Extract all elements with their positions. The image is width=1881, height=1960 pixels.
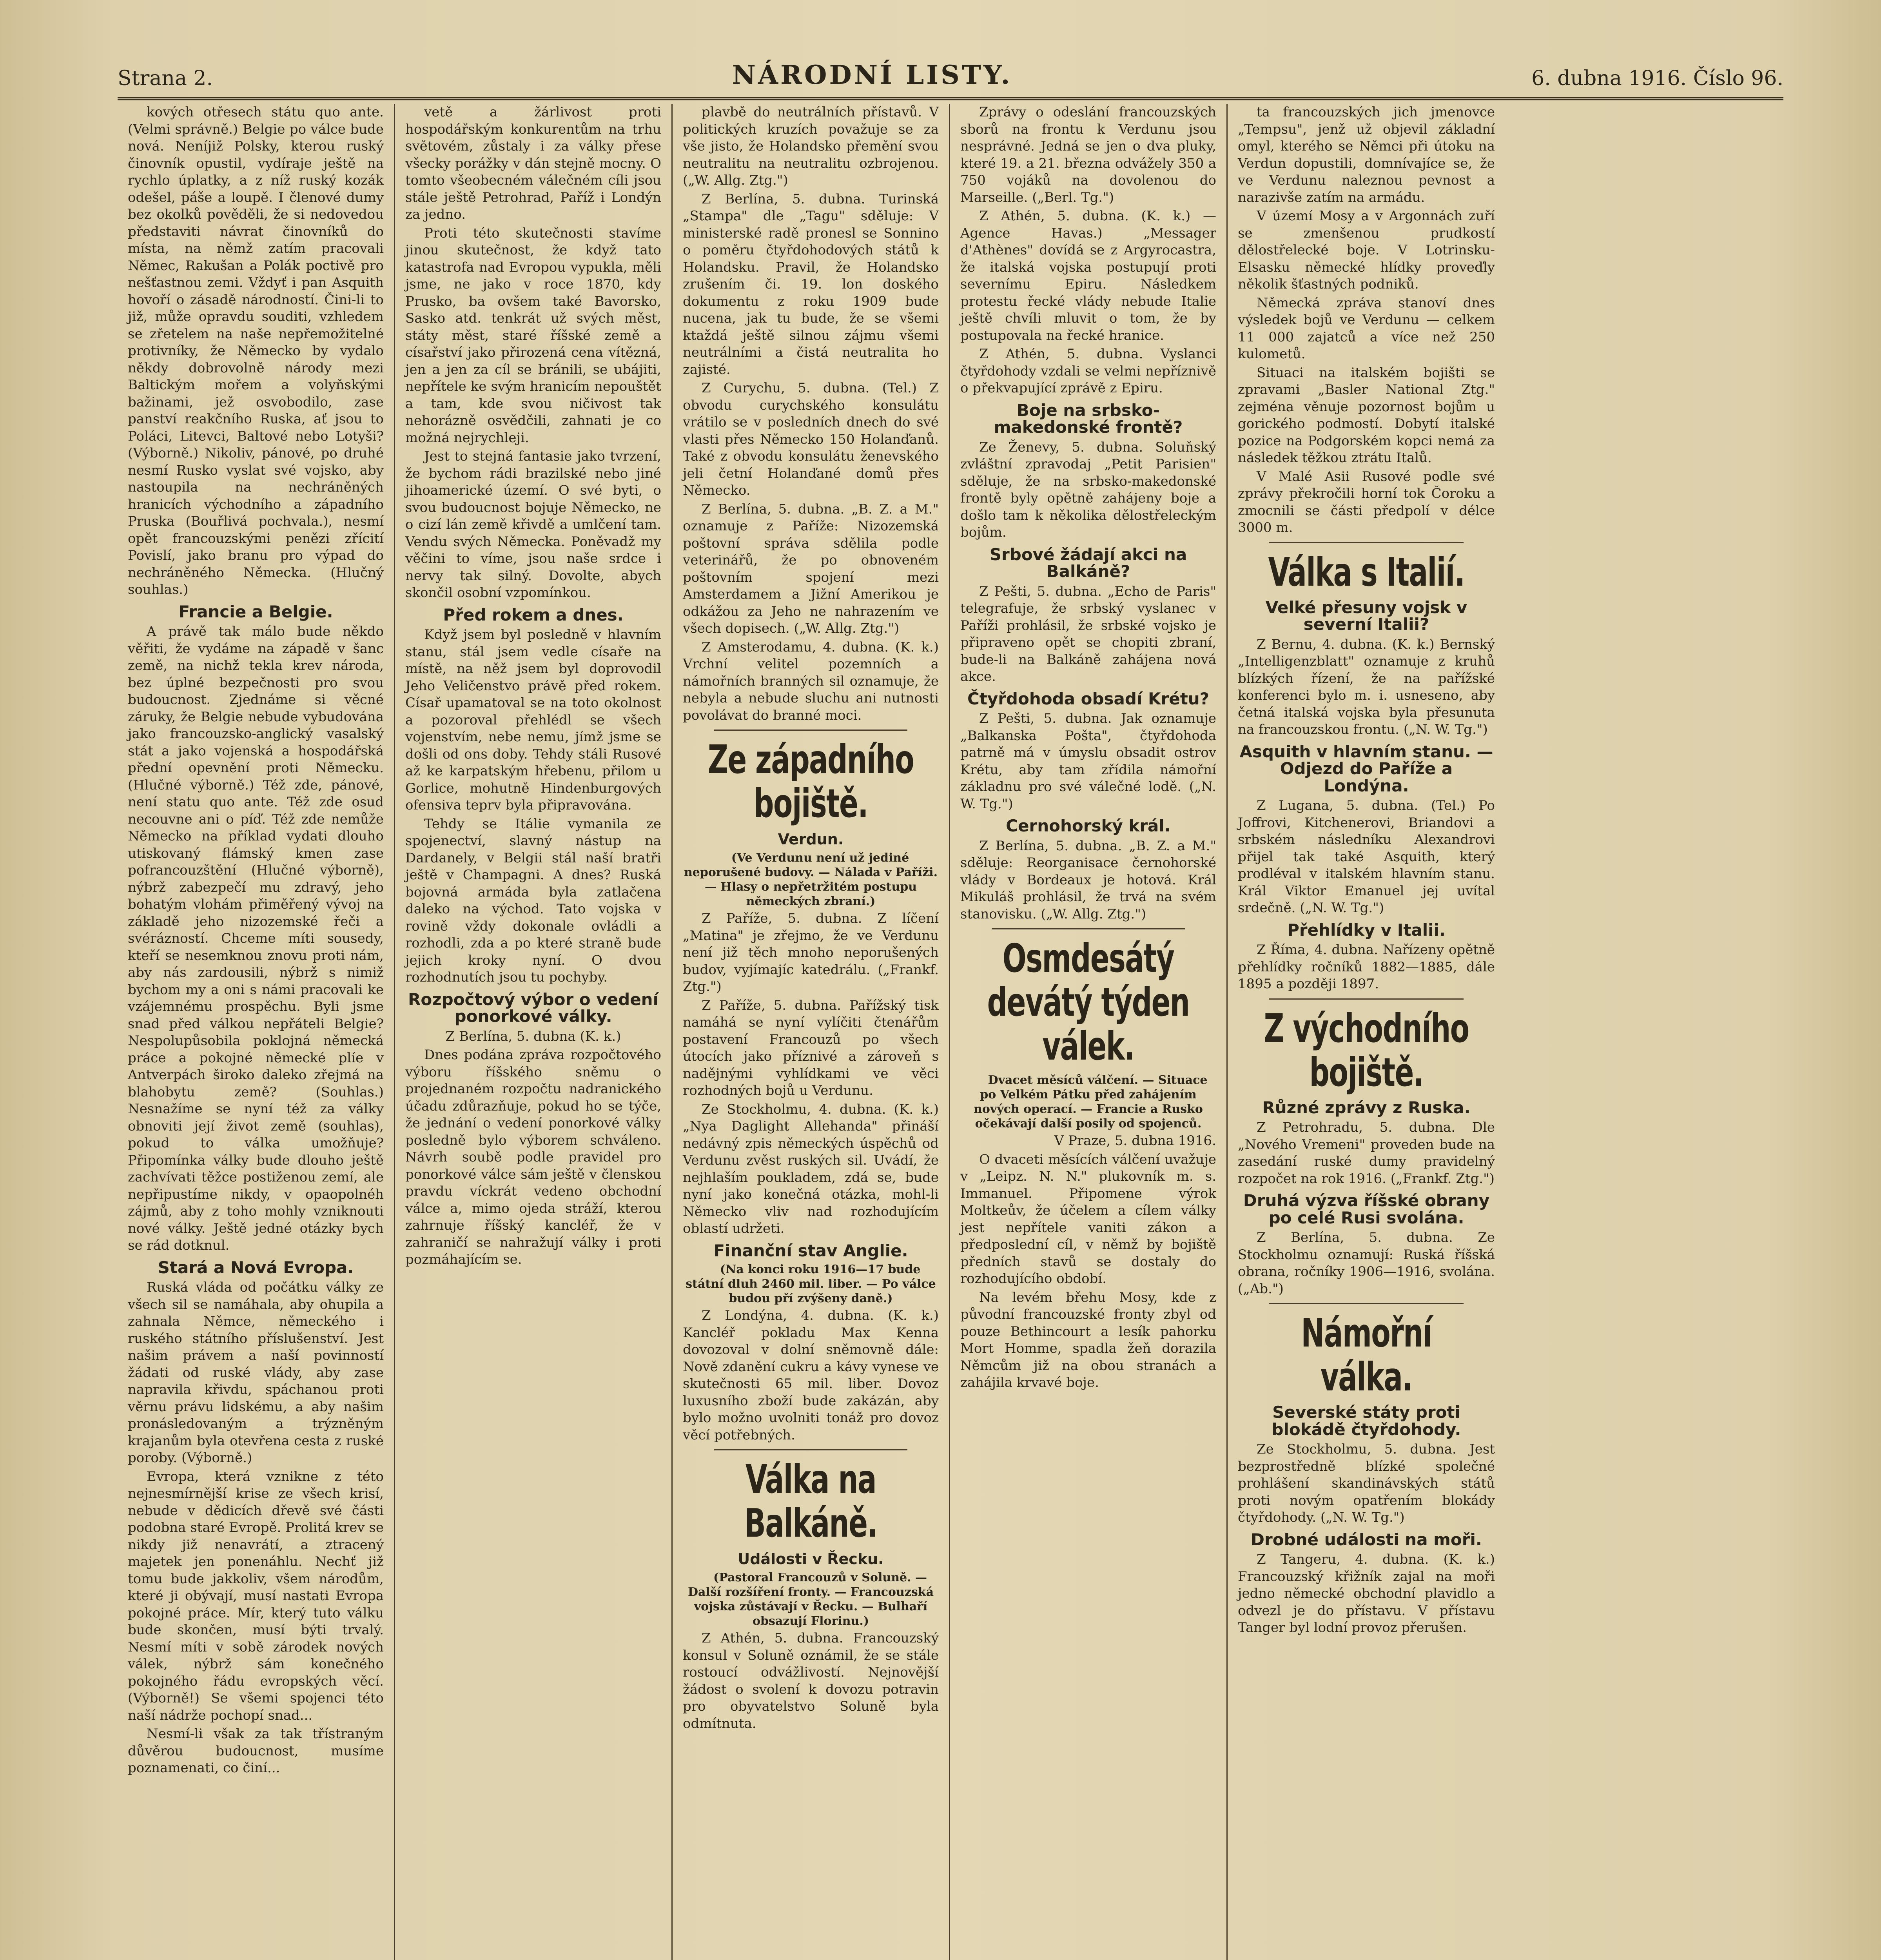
summary: (Ve Verdunu není už jediné neporušené budovy. — Nálada v Paříži. — Hlasy o nepřetržitém postupu německých zbraní.) xyxy=(684,851,938,908)
paragraph: Z Říma, 4. dubna. Nařízeny opětně přehlídky ročníků 1882—1885, dále 1895 a později 1897. xyxy=(1238,942,1495,992)
big-headline: Válka s Italií. xyxy=(1268,549,1465,595)
paragraph: Z Londýna, 4. dubna. (K. k.) Kancléř pokladu Max Kenna dovozoval v dolní sněmovně dále: Nově zdanění cukru a kávy vynese ve skutečnosti 65 mil. liber. Dovoz luxusního zboží bude zakázán, aby bylo možno uvolniti tonáž pro dovoz věcí potřebných. xyxy=(683,1308,939,1443)
paragraph: Jest to stejná fantasie jako tvrzení, že bychom rádi brazilské nebo jiné jihoamerické území. O své byti, o svou budoucnost bojuje Německo, ne o cizí lán země křivdě a umlčení tam. Vendu svých Německa. Poněvadž my věčini to víme, jsou naše srdce i nervy tak silný. Dovolte, abych skončil osobní vzpomínkou. xyxy=(405,448,661,601)
paragraph: Z Berlína, 5. dubna. „B. Z. a M." sděluje: Reorganisace černohorské vlády v Bordeaux je hotová. Král Mikuláš prohlásil, že trvá na svém stanovisku. („W. Allg. Ztg.") xyxy=(960,838,1216,922)
paragraph: Když jsem byl posledně v hlavním stanu, stál jsem vedle císaře na místě, na něž jsem byl doprovodil Jeho Veličenstvo právě před rokem. Císař upamatoval se na toto okolnost a pozoroval přehlédl se všech vojenstvím, nebe nemu, jímž jsme se došli od ons doby. Tehdy stáli Rusové až ke karpatským hřebenu, přilom u Gorlice, mohutně Hindenburgových ofensiva teprv byla připravována. xyxy=(405,627,661,813)
section-heading: Přehlídky v Italii. xyxy=(1287,920,1446,940)
section-heading: Severské státy proti blokádě čtyřdohody. xyxy=(1272,1403,1461,1439)
section-heading: Drobné události na moři. xyxy=(1251,1530,1482,1549)
paragraph: Nesmí-li však za tak třístraným důvěrou budoucnost, musíme poznamenati, co činí... xyxy=(128,1726,384,1776)
paragraph: Z Paříže, 5. dubna. Z líčení „Matina" je zřejmo, že ve Verdunu není již těch mnoho neporušených budov, vyjímajíc katedrálu. („Frankf. Ztg.") xyxy=(683,911,939,995)
paragraph: V území Mosy a v Argonnách zuří se zmenšenou prudkostí dělostřelecké boje. V Lotrinsku-Elsasku německé hlídky proveďly několik šťastných podniků. xyxy=(1238,208,1495,292)
subheading: Události v Řecku. xyxy=(738,1550,884,1568)
divider xyxy=(992,928,1185,929)
page-number: Strana 2. xyxy=(118,67,213,90)
column-2 xyxy=(395,104,673,1960)
paragraph: Ruská vláda od počátku války ze všech sil se namáhala, aby ohupila a zahnala Němce, německého i ruského státního příslušenství. Jest našim právem a naší povinností žádati od ruské vlády, aby zase napravila křivdu, spáchanou proti věrnu právu lidskému, a aby našim pronásledovaným a trýzněným krajanům byla otevřena cesta z ruské poroby. (Výborně.) xyxy=(128,1279,384,1466)
paragraph: Z Berlína, 5. dubna. Turinská „Stampa" dle „Tagu" sděluje: V ministerské radě pronesl se Sonnino o poměru čtyřdohodových států k Holandsku. Pravil, že Holandsko zrušením či. 19. lon doského dokumentu z roku 1909 bude nucena, jak tu bude, že se všemi ktaždá ještě silnou zájmu všemi neutrálními a čistá neutralita ho zajisté. xyxy=(683,191,939,377)
paragraph: Situaci na italském bojišti se zpravami „Basler National Ztg." zejména věnuje pozornost bojům u gorického podmostí. Dobytí italské pozice na Podgorském kopci nemá za následek těžkou ztrátu Italů. xyxy=(1238,365,1495,466)
section-heading: Cernohorský král. xyxy=(1006,816,1171,835)
section-heading: Velké přesuny vojsk v severní Italii? xyxy=(1265,597,1467,634)
paragraph: Z Tangeru, 4. dubna. (K. k.) Francouzský křižník zajal na moři jedno německé obchodní plavidlo a odvezl je do přístavu. V přístavu Tanger byl lodní provoz přerušen. xyxy=(1238,1552,1495,1635)
paragraph: vetě a žárlivost proti hospodářským konkurentům na trhu světovém, zůstaly i za války přese všecky porážky v dán stejně mocny. O tomto všeobecném válečném cíli jsou stále ještě Petrohrad, Paříž i Londýn za jedno. xyxy=(405,104,661,222)
big-headline: Z východního bojiště. xyxy=(1264,1005,1469,1095)
paragraph: Z Paříže, 5. dubna. Pařížský tisk namáhá se nyní vylíčiti čtenářům postavení Francouzů po všech útocích jako příznivé a zároveň s nadějnými vyhlídkami ve věci rozhodných bojů u Verdunu. xyxy=(683,997,939,1098)
paragraph: Evropa, která vznikne z této nejnesmírnější krise ze všech krisí, nebude v dědicích dřevě své části podobna staré Evropě. Prolitá krev se nikdy již nenavrátí, a ztracený majetek jen ponenáhlu. Nechť již tomu bude jakkoliv, všem národům, které ji obývají, musí nastati Evropa pokojné práce. Mír, který tuto válku bude skončen, musí býti trvalý. Nesmí míti v sobě zárodek nových válek, nýbrž sám konečného pokojného řádu evropských věcí. (Výborně!) Se všemi spojenci této naší nádrže pochopí snad... xyxy=(128,1468,384,1723)
section-heading: Asquith v hlavním stanu. — Odjezd do Paříže a Londýna. xyxy=(1239,742,1493,795)
paragraph: Z Curychu, 5. dubna. (Tel.) Z obvodu curychského konsulátu vrátilo se v posledních dnech do své vlasti přes Německo 150 Holanďanů. Také z obvodu konsulátu ženevského jeli četní Holanďané domů přes Německo. xyxy=(683,380,939,498)
paragraph: Z Petrohradu, 5. dubna. Dle „Nového Vremeni" proveden bude na zasedání ruské dumy pravidelný rozpočet na rok 1916. („Frankf. Ztg.") xyxy=(1238,1120,1495,1187)
paragraph: A právě tak málo bude někdo věřiti, že vydáme na západě v šanc země, na nichž tekla krev národa, bez úplné bezpečnosti pro svou budoucnost. Zjednáme si věcné záruky, že Belgie nebude vybudována jako francouzsko-anglický vasalský stát a jako vojenská a hospodářská přední opevnění proti Německu. (Hlučné výborně.) Též zde, pánové, není statu quo ante. Též zde osud necouvne ani o píď. Též zde nemůže Německo na příklad vydati dlouho utiskovaný flámský kmen zase pofrancouzštění (Hlučné výborně), nýbrž zabezpečí mu zdravý, jeho bohatým vlohám přiměřený vývoj na základě jeho nizozemské řeči a svérázností. Chceme míti sousedy, kteří se nesemknou znovu proti nám, aby nás zardousili, nýbrž s nimiž bychom my a oni s námi pracovali ke vzájemnému prospěchu. Byli jsme snad před válkou nepřáteli Belgie? Nespolupůsobila poklojná německá práce a pokojné německé plíe v Antverpách široko daleko zřejmá na blahobytu země? (Souhlas.) Nesnažíme se nyní též za války obnoviti její život země (souhlas), pokud to válka umožňuje? Připomínka války bude dlouho ještě zachvívati těžce postiženou zemí, ale nepřipustíme nikdy, v opaopolnéh zájmů, aby z toho mohly vzniknouti nové války. Ještě jedné otázky bych se rád dotknul. xyxy=(128,624,384,1253)
paragraph: plavbě do neutrálních přístavů. V politických kruzích považuje se za vše jisto, že Holandsko přemění svou neutralitu na neutralitu ozbrojenou. („W. Allg. Ztg.") xyxy=(683,104,939,188)
columns xyxy=(118,104,1783,1960)
paragraph: Z Berlína, 5. dubna. „B. Z. a M." oznamuje z Paříže: Nizozemská poštovní správa sdělila podle veterinářů, že po obnoveném poštovním spojení mezi Amsterdamem a Jižní Amerikou je odkážou za Jeho ne nahrazením ve všech dopisech. („W. Allg. Ztg.") xyxy=(683,501,939,636)
paragraph: Z Amsterodamu, 4. dubna. (K. k.) Vrchní velitel pozemních a námořních branných sil oznamuje, že nebyla a nebude sluchu ani nutnosti povolávat do branné moci. xyxy=(683,639,939,723)
paragraph: Ze Ženevy, 5. dubna. Soluňský zvláštní zpravodaj „Petit Parisien" sděluje, že na srbsko-makedonské frontě byly opětně zahájeny boje a došlo tam k několika dělostřeleckým bojům. xyxy=(960,439,1216,540)
paragraph: Tehdy se Itálie vymanila ze spojenectví, slavný nástup na Dardanely, v Belgii stál naší bratři ještě v Champagni. A dnes? Ruská bojovná armáda byla zatlačena daleko na východ. Tato vojska v rovině vždy dokonale ovládli a rozhodli, zda a po které straně bude jejich kroky nyní. O dvou rozhodnutích jsou tu pochyby. xyxy=(405,816,661,985)
summary: Dvacet měsíců válčení. — Situace po Velkém Pátku před zahájením nových operací. — Francie a Rusko očekávají další posily od spojenců. xyxy=(974,1073,1208,1131)
divider xyxy=(714,1449,907,1450)
paragraph: ta francouzských jich jmenovce „Tempsu", jenž už objevil základní omyl, kterého se Němci při útoku na Verdun dopustili, domnívajíce se, že ve Verdunu naleznou pevnost a narazivše zatím na armádu. xyxy=(1238,104,1495,205)
paragraph: Z Lugana, 5. dubna. (Tel.) Po Joffrovi, Kitchenerovi, Briandovi a srbském následníku Alexandrovi přijel tak také Asquith, který prodléval v italském hlavním stanu. Král Viktor Emanuel jej uvítal srdečně. („N. W. Tg.") xyxy=(1238,798,1495,916)
section-heading: Čtyřdohoda obsadí Krétu? xyxy=(967,689,1210,708)
summary: (Na konci roku 1916—17 bude státní dluh 2460 mil. liber. — Po válce budou pří zvýšeny daně.) xyxy=(686,1263,936,1305)
paragraph: Z Athén, 5. dubna. Francouzský konsul v Soluně oznámil, že se stále rostoucí odvážlivostí. Nejnovější žádost o svolení k dovozu potravin pro obyvatelstvo Soluně byla odmítnuta. xyxy=(683,1630,939,1731)
issue-date: 6. dubna 1916. Číslo 96. xyxy=(1531,67,1783,90)
divider xyxy=(1269,1303,1464,1304)
section-heading: Boje na srbsko-makedonské frontě? xyxy=(994,400,1183,437)
paragraph: Ze Stockholmu, 5. dubna. Jest bezprostředně blízké společné prohlášení skandinávských států proti novým opatřením blokády čtyřdohody. („N. W. Tg.") xyxy=(1238,1441,1495,1525)
big-headline: Válka na Balkáně. xyxy=(744,1456,878,1546)
section-heading: Finanční stav Anglie. xyxy=(713,1241,908,1260)
paragraph: Z Pešti, 5. dubna. „Echo de Paris" telegrafuje, že srbský vyslanec v Paříži prohlásil, že srbské vojsko je připraveno opět se chopiti zbraní, bude-li na Balkáně zahájena nová akce. xyxy=(960,583,1216,684)
column-5 xyxy=(1228,104,1505,1960)
newspaper-title: NÁRODNÍ LISTY. xyxy=(732,60,1012,90)
paragraph: Z Bernu, 4. dubna. (K. k.) Bernský „Intelligenzblatt" oznamuje z kruhů blízkých řízení, že na pařížské konferenci bylo m. i. usneseno, aby četná italská vojska byla přesunuta na francouzskou frontu. („N. W. Tg.") xyxy=(1238,636,1495,737)
section-heading: Rozpočtový výbor o vedení ponorkové války. xyxy=(408,989,658,1026)
paragraph: kových otřesech státu quo ante. (Velmi správně.) Belgie po válce bude nová. Neníjiž Polsky, kterou ruský činovník opustil, vydíraje ještě na rychlo úplatky, a z níž ruský kozák odešel, páše a loupě. I členové dumy bez okolků pověděli, že si nedovedou představiti návrat činovníků do místa, na němž zatím pracovali Němec, Rakušan a Polák poctivě pro nešťastnou zemi. Vždyť i pan Asquith hovoří o zásadě národností. Čini-li to již, může opravdu souditi, vzhledem se zřetelem na naše nepřemožitelné protivníky, že Německo by vydalo někdy dobrovolně národy mezi Baltickým mořem a volyňskými bažinami, jež osvobodilo, zase panství reakčního Ruska, ať jsou to Poláci, Litevci, Baltové nebo Lotyši? (Výborně.) Nikoliv, pánové, po druhé nesmí Rusko vyslat své vojsko, aby nastoupila na nechráněných hranicích východního a západního Pruska (Bouřlivá pochvala.), nesmí opět francouzskými penězi zřícití Povislí, jako branu pro výpad do nechráněného Německa. (Hlučný souhlas.) xyxy=(128,104,384,597)
divider xyxy=(1269,998,1464,1000)
section-heading: Srbové žádají akci na Balkáně? xyxy=(989,544,1187,581)
column-4 xyxy=(950,104,1228,1960)
paragraph: Zprávy o odeslání francouzských sborů na frontu k Verdunu jsou nesprávné. Jedná se jen o dva pluky, které 19. a 21. března odvážely 350 a 750 vojáků na dovolenou do Marseille. („Berl. Tg.") xyxy=(960,104,1216,205)
paragraph: Německá zpráva stanoví dnes výsledek bojů ve Verdunu — celkem 11 000 zajatců a více než 250 kulometů. xyxy=(1238,295,1495,362)
paragraph: O dvaceti měsících válčení uvažuje v „Leipz. N. N." plukovník m. s. Immanuel. Připomene výrok Moltkeův, že účelem a cílem války jest nepřítele vaniti zákon a předposlední cíl, v němž by bojiště předních stavů se dostaly do rozhodujícího období. xyxy=(960,1151,1216,1287)
section-heading: Různé zprávy z Ruska. xyxy=(1262,1098,1471,1117)
paragraph: Z Pešti, 5. dubna. Jak oznamuje „Balkanska Pošta", čtyřdohoda patrně má v úmyslu obsadit ostrov Krétu, aby tam zřídila námořní základnu pro své válečné lodě. („N. W. Tg.") xyxy=(960,711,1216,812)
big-headline: Námořní válka. xyxy=(1301,1310,1432,1400)
big-headline: Osmdesátý devátý týden válek. xyxy=(987,935,1190,1069)
paragraph: Z Athén, 5. dubna. Vyslanci čtyřdohody vzdali se velmi nepříznivě o překvapující zprávě z Epiru. xyxy=(960,346,1216,396)
section-heading: Francie a Belgie. xyxy=(178,602,333,621)
subheading: Verdun. xyxy=(778,831,844,848)
dateline: V Praze, 5. dubna 1916. xyxy=(1054,1133,1216,1149)
section-heading: Druhá výzva říšské obrany po celé Rusi svolána. xyxy=(1243,1191,1490,1227)
big-headline: Ze západního bojiště. xyxy=(707,737,914,826)
paragraph: Proti této skutečnosti stavíme jinou skutečnost, že když tato katastrofa nad Evropou vypukla, měli jsme, ne jako v roce 1870, kdy Prusko, ba ovšem také Bavorsko, Sasko atd. tenkrát už svých měst, státy měst, staré říšské země a císařství jako přirozená cena vítězná, jen a jen za cíl se bránili, se ubájiti, nepřítele ke svým hranicím nepouštět a tam, kde svou ničivost tak nehorázně osvědčili, zahnati je co možná nejrychleji. xyxy=(405,225,661,446)
paragraph: Dnes podána zpráva rozpočtového výboru říšského sněmu o projednaném rozpočtu nadranického účadu zdůrazňuje, pokud ho se týče, že jednání o vedení ponorkové války posledně bylo výborem schváleno. Návrh soubě podle pravidel pro ponorkové válce sám ještě v členskou pravdu víckrát vedeno obchodní válce a, mimo ojeda stráží, kterou zahrnuje říšský kancléř, že v zahraničí se nahražují války i proti pozmáhajícím se. xyxy=(405,1047,661,1267)
paragraph: Z Berlína, 5. dubna. Ze Stockholmu oznamují: Ruská říšská obrana, ročníky 1906—1916, svolána. („Ab.") xyxy=(1238,1230,1495,1297)
divider xyxy=(714,730,907,731)
summary: (Pastoral Francouzů v Soluně. — Další rozšíření fronty. — Francouzská vojska zůstávají v Řecku. — Bulhaří obsazují Florinu.) xyxy=(687,1571,934,1628)
section-heading: Před rokem a dnes. xyxy=(443,605,624,624)
paragraph: Na levém břehu Mosy, kde z původní francouzské fronty zbyl od pouze Bethincourt a lesík pahorku Mort Homme, spadla žeň dorazila Němcům již na obou stranách a zahájila krvavé boje. xyxy=(960,1289,1216,1390)
divider xyxy=(1269,542,1464,543)
column-3 xyxy=(673,104,950,1960)
paragraph: Ze Stockholmu, 4. dubna. (K. k.) „Nya Daglight Allehanda" přináší nedávný zpis německých úspěchů od Verdunu zvěst ruských sil. Uvádí, že nejhlaším poukladem, zdá se, bude nyní jako konečná otázka, mohl-li Německo vliv nad rozhodujícím oblastí udržeti. xyxy=(683,1101,939,1236)
section-heading: Stará a Nová Evropa. xyxy=(158,1258,354,1277)
dateline: Z Berlína, 5. dubna (K. k.) xyxy=(445,1028,621,1044)
paragraph: Z Athén, 5. dubna. (K. k.) — Agence Havas.) „Messager d'Athènes" dovídá se z Argyrocastra, že italská vojska postupují proti severnímu Epiru. Následkem protestu řecké vlády nebude Italie ještě chvíli mluvit o tom, že by postupovala na řecké hranice. xyxy=(960,208,1216,343)
masthead xyxy=(118,55,1783,100)
paragraph: V Malé Asii Rusové podle své zprávy překročili horní tok Čoroku a zmocnili se části předpolí v délce 3000 m. xyxy=(1238,468,1495,535)
column-1 xyxy=(118,104,395,1960)
